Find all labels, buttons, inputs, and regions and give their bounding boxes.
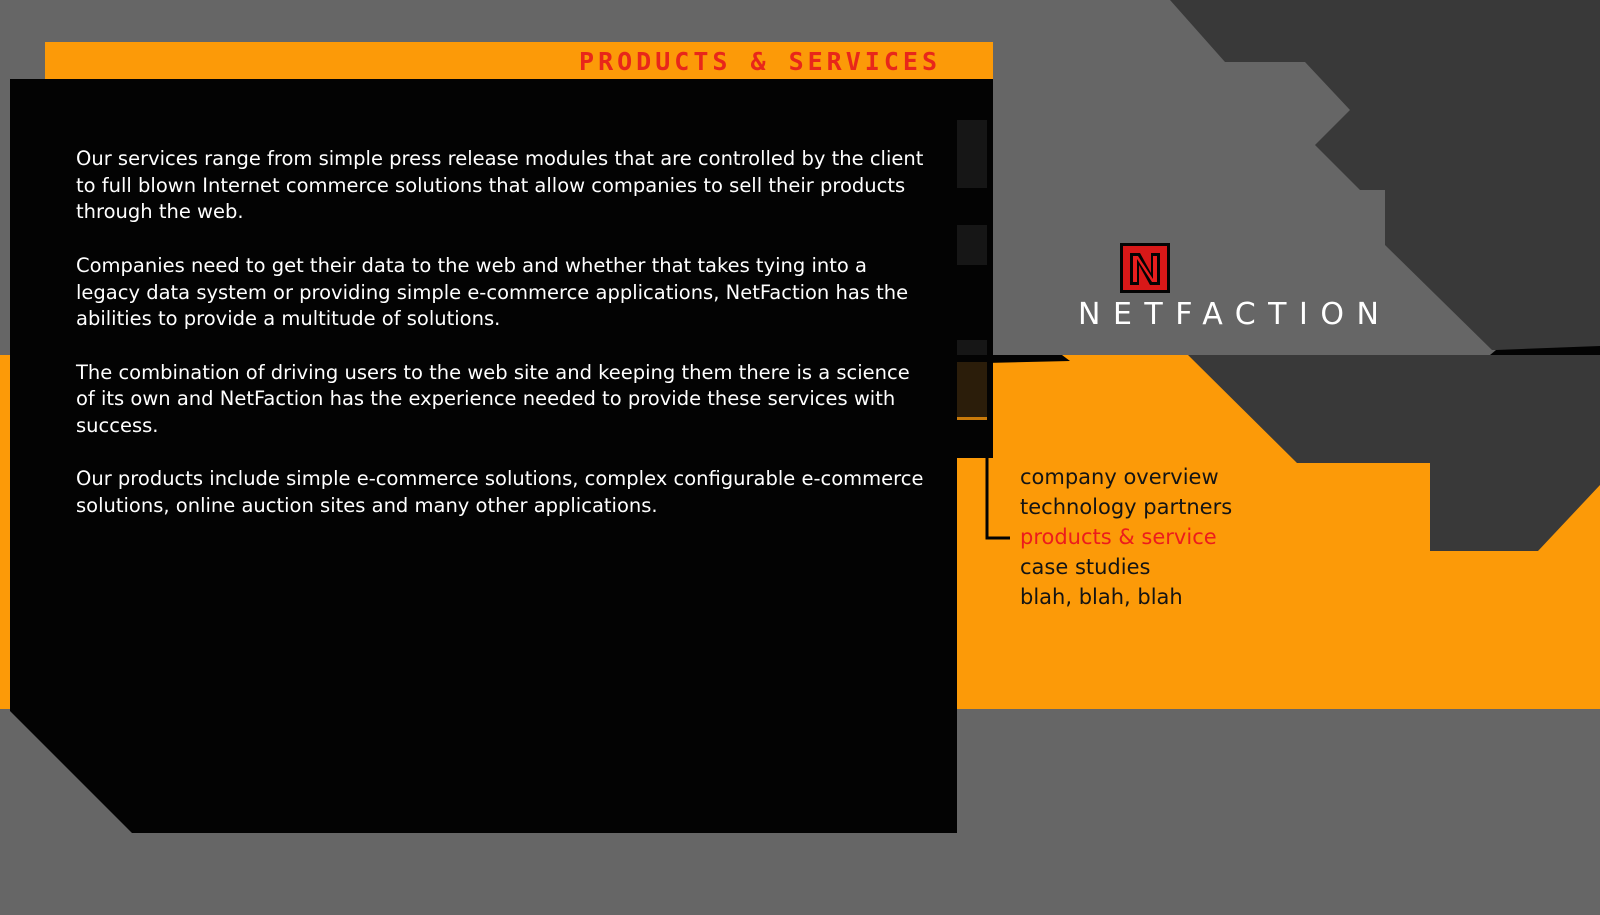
paragraph: Our products include simple e-commerce solutions, complex configurable e-commerce solutions, online auction sites and many other applications. xyxy=(76,467,924,518)
nav-menu xyxy=(1020,462,1232,612)
nav-item-case-studies[interactable]: case studies xyxy=(1020,555,1151,579)
paragraph: Companies need to get their data to the web and whether that takes tying into a legacy data system or providing simple e-commerce applications, NetFaction has the abilities to provide a multitude of solutions. xyxy=(76,253,909,331)
content-body xyxy=(76,146,926,546)
nav-item-technology-partners[interactable]: technology partners xyxy=(1020,495,1233,519)
header-bar xyxy=(45,42,993,79)
nav-item-products-service[interactable]: products & service xyxy=(1020,525,1217,549)
paragraph: The combination of driving users to the web site and keeping them there is a science of its own and NetFaction has the experience needed to provide these services with success. xyxy=(76,360,910,437)
nav-item-blah[interactable]: blah, blah, blah xyxy=(1020,585,1183,609)
paragraph: Our services range from simple press release modules that are controlled by the client to full blown Internet commerce solutions that allow companies to sell their products through the web. xyxy=(76,147,924,224)
nav-item-company-overview[interactable]: company overview xyxy=(1020,465,1219,489)
logo-wordmark: NETFACTION xyxy=(1078,297,1392,332)
page-title: PRODUCTS & SERVICES xyxy=(579,47,941,76)
n-logo-icon xyxy=(1120,243,1170,293)
